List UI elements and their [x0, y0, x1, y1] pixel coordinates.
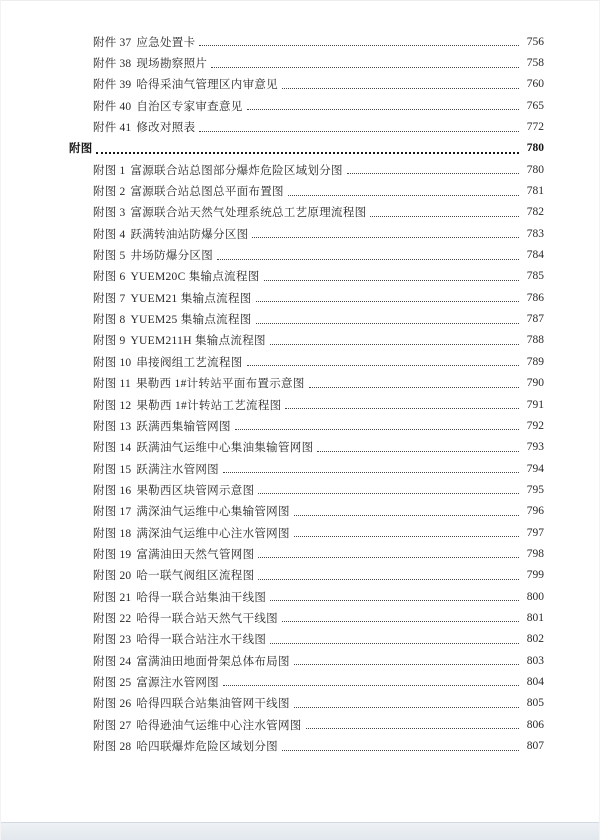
toc-entry-label: 附图 16: [93, 484, 132, 497]
toc-entry-label: 附图 27: [93, 719, 132, 732]
toc-entry-page: 787: [526, 313, 544, 326]
dot-leader: [217, 251, 519, 260]
toc-entry-label: 附图 21: [93, 591, 132, 604]
toc-entry-title: 跃满西集输管网图: [136, 420, 231, 433]
toc-entry[interactable]: [1, 565, 599, 586]
dot-leader: [256, 315, 519, 324]
toc-entry-label: 附件 41: [93, 122, 132, 135]
toc-entry-page: 790: [526, 377, 544, 390]
dot-leader: [247, 101, 519, 110]
toc-entry-page: 772: [526, 121, 544, 134]
toc-entry-title: 哈得逊油气运维中心注水管网图: [136, 719, 302, 732]
dot-leader: [264, 272, 519, 281]
table-of-contents: [1, 31, 599, 757]
dot-leader: [347, 165, 519, 174]
toc-entry-title: YUEM20C 集输点流程图: [130, 271, 260, 284]
toc-entry-title: 富源注水管网图: [136, 676, 219, 689]
toc-entry-page: 797: [526, 526, 544, 539]
toc-entry-label: 附图 15: [93, 463, 132, 476]
toc-entry-title: 哈得四联合站集油管网干线图: [136, 698, 290, 711]
toc-entry[interactable]: [1, 116, 599, 137]
toc-entry-label: 附图 23: [93, 634, 132, 647]
toc-entry-title: 富源联合站总图部分爆炸危险区域划分图: [130, 164, 343, 177]
toc-entry-label: 附图 11: [93, 378, 131, 391]
toc-entry-label: 附图 9: [93, 335, 126, 348]
toc-entry-title: 哈四联爆炸危险区域划分图: [136, 741, 278, 754]
toc-entry-title: 串接阀组工艺流程图: [136, 356, 243, 369]
toc-entry-title: 哈得一联合站注水干线图: [136, 634, 267, 647]
toc-entry-page: 780: [526, 142, 544, 155]
toc-entry-page: 799: [526, 569, 544, 582]
viewer-bottom-bar: [1, 822, 599, 840]
toc-entry-title: YUEM25 集输点流程图: [130, 314, 252, 327]
toc-entry-label: 附件 38: [93, 58, 132, 71]
dot-leader: [370, 208, 519, 217]
toc-entry-label: 附图 1: [93, 164, 126, 177]
toc-entry[interactable]: [1, 693, 599, 714]
toc-entry[interactable]: [1, 629, 599, 650]
dot-leader: [199, 37, 519, 46]
toc-entry-page: 785: [526, 270, 544, 283]
dot-leader: [223, 677, 519, 686]
toc-entry-title: 富源联合站总图总平面布置图: [130, 186, 284, 199]
toc-entry[interactable]: [1, 223, 599, 244]
dot-leader: [306, 720, 519, 729]
toc-entry-title: 满深油气运维中心注水管网图: [136, 527, 290, 540]
toc-entry-title: 富满油田天然气管网图: [136, 548, 255, 561]
dot-leader: [258, 549, 519, 558]
toc-entry-title: 哈得一联合站集油干线图: [136, 591, 267, 604]
toc-entry-title: 应急处置卡: [136, 36, 196, 49]
toc-entry-page: 794: [526, 462, 544, 475]
toc-entry-label: 附图 17: [93, 506, 132, 519]
toc-entry-label: 附图 14: [93, 442, 132, 455]
toc-entry[interactable]: [1, 586, 599, 607]
toc-entry-label: 附图 2: [93, 186, 126, 199]
toc-entry-page: 804: [526, 675, 544, 688]
dot-leader: [247, 357, 519, 366]
dot-leader: [96, 143, 519, 154]
toc-entry-label: 附件 39: [93, 79, 132, 92]
toc-entry[interactable]: [1, 287, 599, 308]
dot-leader: [294, 699, 519, 708]
dot-leader: [294, 528, 519, 537]
toc-entry-page: 802: [526, 633, 544, 646]
toc-entry-page: 786: [526, 291, 544, 304]
dot-leader: [252, 229, 519, 238]
toc-entry[interactable]: [1, 543, 599, 564]
toc-entry[interactable]: [1, 437, 599, 458]
toc-entry[interactable]: [1, 735, 599, 756]
toc-entry-page: 756: [526, 35, 544, 48]
toc-entry-label: 附图 28: [93, 741, 132, 754]
toc-entry[interactable]: [1, 180, 599, 201]
toc-entry-page: 798: [526, 547, 544, 560]
toc-entry-page: 784: [526, 249, 544, 262]
toc-entry-page: 806: [526, 718, 544, 731]
toc-entry-page: 758: [526, 57, 544, 70]
toc-entry[interactable]: [1, 394, 599, 415]
toc-entry-label: 附图 24: [93, 655, 132, 668]
toc-entry[interactable]: [1, 308, 599, 329]
toc-entry-page: 795: [526, 483, 544, 496]
toc-entry-title: 富满油田地面骨架总体布局图: [136, 655, 290, 668]
toc-entry-title: 哈得一联合站天然气干线图: [136, 612, 278, 625]
toc-entry-page: 783: [526, 227, 544, 240]
dot-leader: [282, 80, 519, 89]
toc-entry-label: 附图 5: [93, 250, 126, 263]
toc-entry-label: 附图 20: [93, 570, 132, 583]
toc-entry[interactable]: [1, 714, 599, 735]
dot-leader: [270, 592, 519, 601]
dot-leader: [294, 656, 519, 665]
dot-leader: [223, 464, 519, 473]
dot-leader: [235, 421, 519, 430]
dot-leader: [288, 187, 519, 196]
toc-entry[interactable]: [1, 351, 599, 372]
toc-entry-page: 805: [526, 697, 544, 710]
dot-leader: [282, 742, 519, 751]
toc-entry[interactable]: [1, 266, 599, 287]
toc-entry-page: 792: [526, 419, 544, 432]
toc-entry-page: 793: [526, 441, 544, 454]
toc-entry[interactable]: [1, 607, 599, 628]
dot-leader: [309, 379, 519, 388]
toc-entry-title: YUEM211H 集输点流程图: [130, 335, 266, 348]
toc-entry-title: 富源联合站天然气处理系统总工艺原理流程图: [130, 207, 367, 220]
dot-leader: [270, 336, 519, 345]
dot-leader: [294, 507, 519, 516]
toc-entry-title: 跃满油气运维中心集油集输管网图: [136, 442, 314, 455]
toc-entry-label: 附图 26: [93, 698, 132, 711]
toc-entry[interactable]: [1, 244, 599, 265]
toc-entry[interactable]: [1, 31, 599, 52]
toc-entry[interactable]: [1, 671, 599, 692]
toc-section-header[interactable]: [1, 138, 599, 159]
dot-leader: [211, 59, 519, 68]
toc-entry-label: 附图 25: [93, 676, 132, 689]
toc-entry[interactable]: [1, 330, 599, 351]
dot-leader: [256, 293, 519, 302]
toc-entry-label: 附图 13: [93, 420, 132, 433]
toc-entry-title: 满深油气运维中心集输管网图: [136, 506, 290, 519]
toc-entry-title: 果勒西区块管网示意图: [136, 484, 255, 497]
toc-entry[interactable]: [1, 501, 599, 522]
toc-entry-page: 807: [526, 740, 544, 753]
toc-entry-label: 附图 4: [93, 228, 126, 241]
toc-entry[interactable]: [1, 458, 599, 479]
toc-entry-page: 780: [526, 163, 544, 176]
toc-entry-title: 哈一联气阀组区流程图: [136, 570, 255, 583]
dot-leader: [317, 443, 519, 452]
toc-entry-page: 791: [526, 398, 544, 411]
toc-entry-page: 789: [526, 355, 544, 368]
toc-entry-title: YUEM21 集输点流程图: [130, 292, 252, 305]
dot-leader: [285, 400, 519, 409]
toc-entry[interactable]: [1, 373, 599, 394]
toc-entry[interactable]: [1, 159, 599, 180]
toc-entry-label: 附图 3: [93, 207, 126, 220]
toc-entry-page: 800: [526, 590, 544, 603]
toc-entry-title: 修改对照表: [136, 122, 196, 135]
toc-entry[interactable]: [1, 202, 599, 223]
toc-entry-title: 果勒西 1#计转站平面布置示意图: [135, 378, 305, 391]
toc-entry-label: 附件 40: [93, 100, 132, 113]
toc-entry[interactable]: [1, 522, 599, 543]
toc-entry-title: 跃满转油站防爆分区图: [130, 228, 249, 241]
toc-entry-label: 附图 10: [93, 356, 132, 369]
dot-leader: [270, 635, 519, 644]
toc-entry[interactable]: [1, 52, 599, 73]
toc-entry-page: 801: [526, 611, 544, 624]
toc-entry-label: 附图 6: [93, 271, 126, 284]
toc-entry[interactable]: [1, 74, 599, 95]
dot-leader: [258, 571, 519, 580]
toc-entry-page: 803: [526, 654, 544, 667]
toc-entry-page: 788: [526, 334, 544, 347]
toc-entry[interactable]: [1, 650, 599, 671]
toc-entry-label: 附件 37: [93, 36, 132, 49]
toc-entry-title: 跃满注水管网图: [136, 463, 219, 476]
toc-entry[interactable]: [1, 415, 599, 436]
toc-entry-page: 796: [526, 505, 544, 518]
toc-entry-label: 附图 18: [93, 527, 132, 540]
toc-entry-title: 果勒西 1#计转站工艺流程图: [136, 399, 282, 412]
dot-leader: [282, 613, 519, 622]
toc-entry-page: 765: [526, 99, 544, 112]
toc-entry-page: 760: [526, 78, 544, 91]
toc-entry-page: 781: [526, 185, 544, 198]
toc-entry[interactable]: [1, 95, 599, 116]
dot-leader: [258, 485, 519, 494]
dot-leader: [199, 123, 519, 132]
toc-entry-title: 现场勘察照片: [136, 58, 208, 71]
toc-entry-label: 附图 22: [93, 612, 132, 625]
toc-entry-title: 自治区专家审查意见: [136, 100, 243, 113]
toc-entry[interactable]: [1, 479, 599, 500]
toc-entry-label: 附图 8: [93, 314, 126, 327]
toc-entry-label: 附图 12: [93, 399, 132, 412]
toc-entry-label: 附图 7: [93, 292, 126, 305]
toc-entry-title: 哈得采油气管理区内审意见: [136, 79, 278, 92]
toc-entry-page: 782: [526, 206, 544, 219]
toc-entry-title: 井场防爆分区图: [130, 250, 214, 263]
toc-entry-label: 附图 19: [93, 548, 132, 561]
toc-entry-label: 附图: [69, 143, 93, 156]
